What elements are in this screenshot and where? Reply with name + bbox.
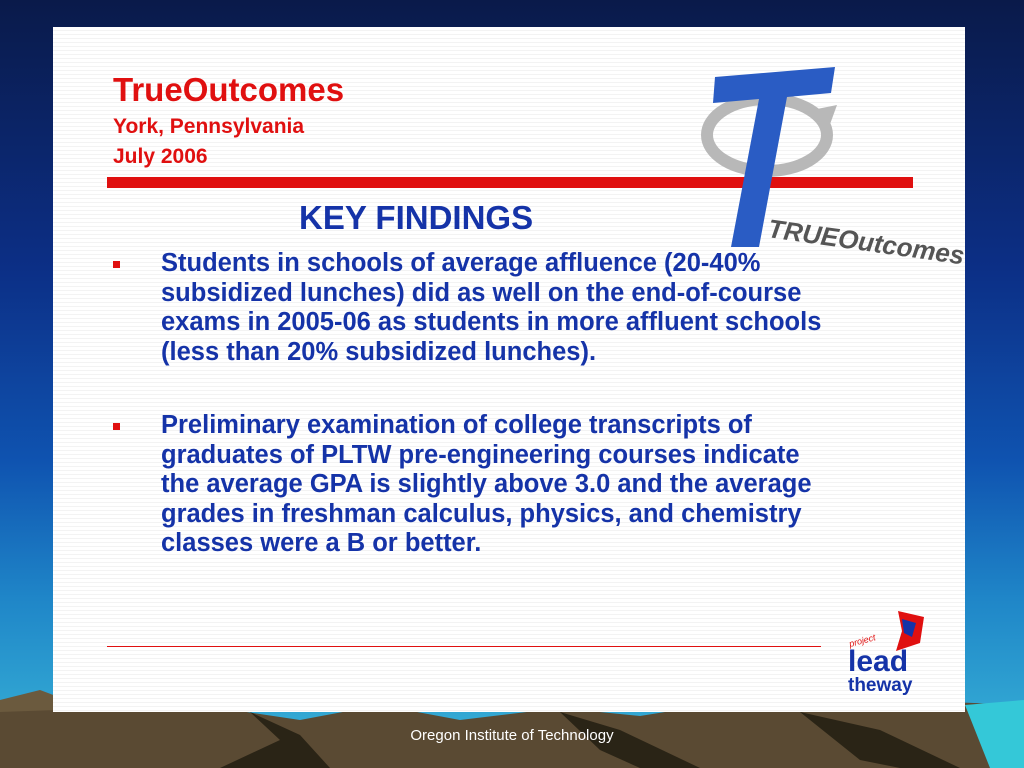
footer-divider <box>107 646 821 647</box>
bullet-square-icon <box>113 423 120 430</box>
slide-location: York, Pennsylvania <box>113 115 305 138</box>
pltw-theway-text: theway <box>848 675 913 696</box>
slide-date: July 2006 <box>113 145 208 168</box>
pltw-lead-text: lead <box>848 645 909 678</box>
pltw-project-text: project <box>847 632 877 649</box>
trueoutcomes-logo <box>697 57 967 271</box>
finding-text: Students in schools of average affluence (20-40% subsidized lunches) did as well on the end-of-course exams in 2005-06 as students in more affluent schools (less than 20% subsidized lunches). <box>161 249 822 366</box>
footer-caption: Oregon Institute of Technology <box>410 727 614 744</box>
finding-text: Preliminary examination of college transcripts of graduates of PLTW pre-engineering courses indicate the average GPA is slightly above 3.0 and the average grades in freshman calculus, physics, and chemistry classes were a B or better. <box>161 411 812 557</box>
findings-list <box>113 249 833 559</box>
pltw-logo <box>846 607 936 697</box>
bullet-square-icon <box>113 261 120 268</box>
key-findings-heading: KEY FINDINGS <box>299 199 534 236</box>
finding-item <box>113 249 833 367</box>
finding-item <box>113 411 833 559</box>
logo-wordmark: TRUEOutcomes <box>766 213 967 271</box>
slide-panel <box>53 27 965 712</box>
slide-title: TrueOutcomes <box>113 71 345 108</box>
